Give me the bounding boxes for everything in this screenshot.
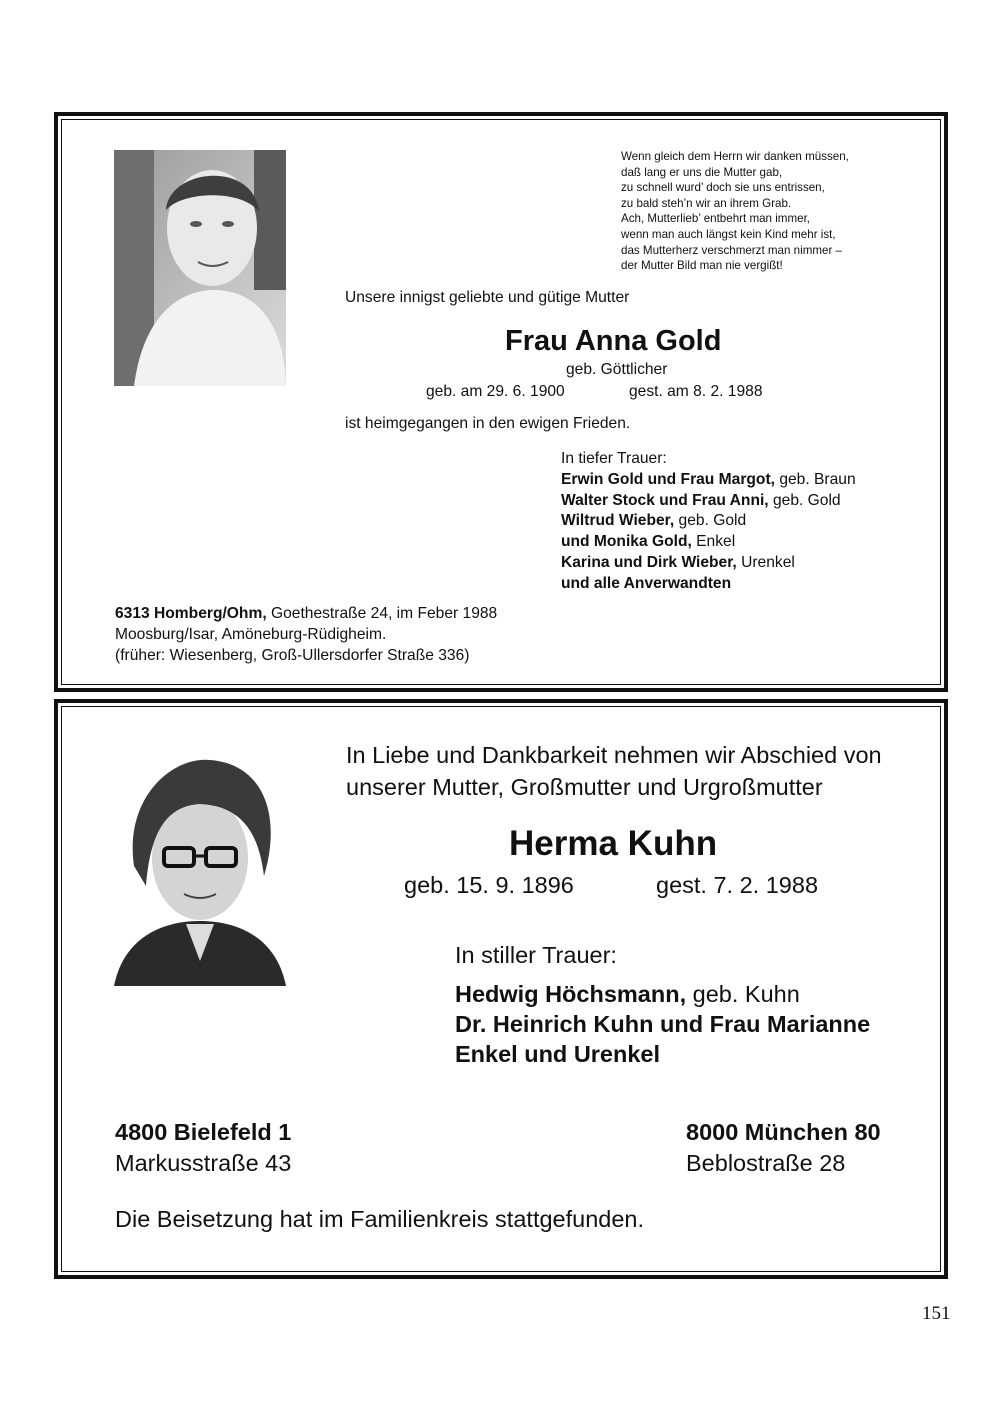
mourning-label: In tiefer Trauer: [561,450,667,467]
mourner-name: Dr. Heinrich Kuhn und Frau Marianne [455,1011,871,1037]
mourner-line [561,532,856,553]
mourner-line [561,553,856,574]
poem-line: Wenn gleich dem Herrn wir danken müssen, [621,150,849,163]
address-line: (früher: Wiesenberg, Groß-Ullersdorfer Straße 336) [115,646,470,664]
birth-date: geb. 15. 9. 1896 [404,872,574,898]
maiden-name: geb. Göttlicher [566,361,668,378]
mourners-list [561,449,856,595]
portrait-image [114,746,286,986]
portrait-photo-anna-gold [114,150,286,386]
portrait-photo-herma-kuhn [114,746,286,986]
mourner-note: Urenkel [736,553,795,571]
poem-line: zu schnell wurd’ doch sie uns entrissen, [621,181,825,195]
intro-line: unserer Mutter, Großmutter und Urgroßmutter [346,773,823,800]
mourner-note: geb. Gold [674,512,747,530]
address-block [115,604,497,666]
mourner-name: und Monika Gold, [561,533,692,551]
address-street: Markusstraße 43 [115,1150,292,1176]
mourner-line [455,1039,870,1069]
mourner-note: geb. Braun [774,470,856,488]
mourners-list [455,979,870,1069]
mourner-line [561,574,856,595]
address-street: Goethestraße 24, im Feber 1988 [266,605,498,622]
mourner-note: geb. Gold [768,491,841,509]
mourner-line [561,470,856,491]
page-number: 151 [922,1303,951,1324]
deceased-name: Herma Kuhn [509,824,718,863]
address-city: 4800 Bielefeld 1 [115,1119,292,1145]
mourner-name: Hedwig Höchsmann, [455,981,687,1007]
poem [621,149,849,274]
mourner-name: Erwin Gold und Frau Margot, [561,470,775,488]
portrait-image [114,150,286,386]
address-line [115,604,497,625]
address-street: Beblostraße 28 [686,1150,846,1176]
poem-line: Ach, Mutterlieb’ entbehrt man immer, [621,212,811,226]
mourner-line [561,491,856,512]
address-line: Moosburg/Isar, Amöneburg-Rüdigheim. [115,625,387,643]
birth-date: geb. am 29. 6. 1900 [426,383,565,400]
poem-line: der Mutter Bild man nie vergißt! [621,259,783,273]
death-date: gest. 7. 2. 1988 [656,872,819,898]
intro-line: In Liebe und Dankbarkeit nehmen wir Abschied von [346,742,882,768]
mourning-label: In stiller Trauer: [455,942,617,968]
address-city: 8000 München 80 [686,1119,881,1145]
deceased-name: Frau Anna Gold [505,325,722,357]
address-right [686,1117,881,1179]
mourner-name: Wiltrud Wieber, [561,512,675,530]
funeral-note: Die Beisetzung hat im Familienkreis stattgefunden. [115,1206,645,1232]
poem-line: zu bald steh’n wir an ihrem Grab. [621,196,792,210]
intro-text: Unsere innigst geliebte und gütige Mutter [345,289,630,306]
poem-line: daß lang er uns die Mutter gab, [621,165,783,179]
mourner-line [455,1009,870,1039]
poem-line: das Mutterherz verschmerzt man nimmer – [621,243,842,257]
mourner-note: geb. Kuhn [686,981,800,1007]
mourner-line [561,511,856,532]
mourner-name: Karina und Dirk Wieber, [561,553,737,571]
mourner-name: Enkel und Urenkel [455,1041,661,1067]
mourner-name: Walter Stock und Frau Anni, [561,491,769,509]
mourner-line [455,979,870,1009]
address-left [115,1117,291,1179]
death-date: gest. am 8. 2. 1988 [629,383,763,400]
poem-line: wenn man auch längst kein Kind mehr ist, [621,227,836,241]
closing-text: ist heimgegangen in den ewigen Frieden. [345,415,631,432]
mourner-note: Enkel [691,533,736,551]
address-city: 6313 Homberg/Ohm, [115,605,267,622]
mourner-name: und alle Anverwandten [561,574,732,592]
intro-text [346,740,882,803]
